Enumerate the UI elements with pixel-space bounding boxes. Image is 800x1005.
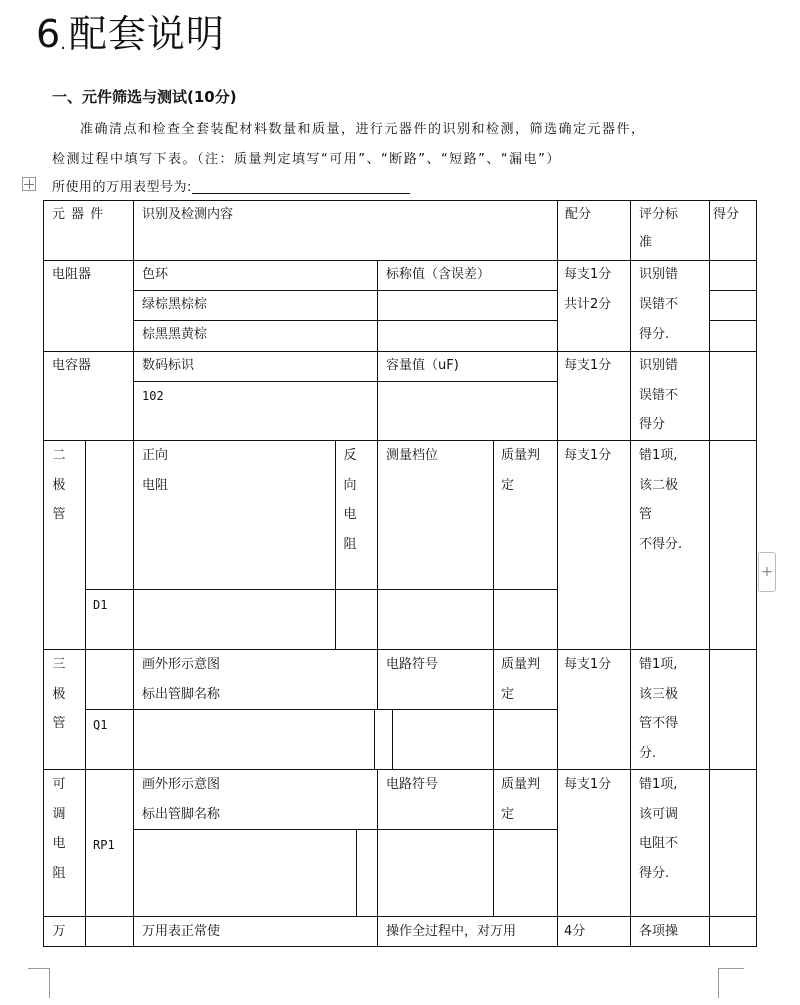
capacitor-criteria-3: 得分 [639, 417, 666, 432]
heading-text: 配套说明 [68, 12, 225, 56]
diode-criteria-3: 管 [639, 507, 653, 522]
intro-line-2: 检测过程中填写下表。（注：质量判定填写“可用”、“断路”、“短路”、“漏电”） [52, 152, 561, 167]
meter-row-name: 万 [52, 924, 66, 939]
transistor-symbol: 电路符号 [386, 657, 439, 672]
add-row-button[interactable]: + [758, 552, 776, 592]
resistor-1-code: 绿棕黑棕棕 [142, 297, 208, 312]
heading-number: 6 [36, 12, 61, 56]
transistor-name-1: 三 [52, 657, 66, 672]
pot-id: RP1 [93, 838, 115, 852]
resistor-criteria-3: 得分. [639, 327, 670, 342]
diode-reverse-2: 向 [343, 478, 357, 493]
meter-row-points: 4分 [564, 924, 586, 939]
transistor-points: 每支1分 [564, 657, 612, 672]
diode-reverse-4: 阻 [343, 537, 357, 552]
resistor-color-ring: 色环 [142, 267, 169, 282]
pot-quality-1: 质量判 [501, 777, 541, 792]
pot-symbol: 电路符号 [386, 777, 439, 792]
transistor-drawing-1: 画外形示意图 [142, 657, 221, 672]
pot-name-4: 阻 [52, 866, 66, 881]
resistor-criteria-2: 误错不 [639, 297, 679, 312]
meter-row-criteria: 各项操 [639, 924, 679, 939]
transistor-name-2: 极 [52, 687, 66, 702]
diode-forward-2: 电阻 [142, 478, 169, 493]
pot-drawing-2: 标出管脚名称 [142, 807, 221, 822]
page-corner-mark-left [28, 968, 50, 998]
diode-name-1: 二 [52, 448, 66, 463]
capacitor-name: 电容器 [52, 358, 92, 373]
heading-dot: . [60, 33, 67, 54]
resistor-2-code: 棕黑黑黄棕 [142, 327, 208, 342]
capacitor-criteria-2: 误错不 [639, 388, 679, 403]
diode-quality-2: 定 [501, 478, 515, 493]
header-component: 元 器 件 [52, 207, 105, 222]
meter-model-label: 所使用的万用表型号为: [52, 180, 192, 195]
pot-criteria-3: 电阻不 [639, 836, 679, 851]
intro-line-1: 准确清点和检查全套装配材料数量和质量，进行元器件的识别和检测，筛选确定元器件， [80, 122, 646, 137]
diode-range: 测量档位 [386, 448, 439, 463]
header-score: 得分 [713, 207, 740, 222]
pot-name-2: 调 [52, 807, 66, 822]
transistor-criteria-4: 分. [639, 746, 657, 761]
transistor-criteria-2: 该三极 [639, 687, 679, 702]
diode-reverse-3: 电 [343, 507, 357, 522]
diode-id: D1 [93, 598, 108, 612]
capacitor-points: 每支1分 [564, 358, 612, 373]
pot-points: 每支1分 [564, 777, 612, 792]
header-content: 识别及检测内容 [142, 207, 234, 222]
resistor-nominal: 标称值（含误差） [386, 267, 491, 282]
header-criteria-1: 评分标 [639, 207, 679, 222]
diode-points: 每支1分 [564, 448, 612, 463]
meter-row-use: 万用表正常使 [142, 924, 221, 939]
diode-criteria-2: 该二极 [639, 478, 679, 493]
resistor-points-1: 每支1分 [564, 267, 612, 282]
transistor-drawing-2: 标出管脚名称 [142, 687, 221, 702]
diode-quality-1: 质量判 [501, 448, 541, 463]
transistor-id: Q1 [93, 718, 108, 732]
meter-row-operation: 操作全过程中，对万用 [386, 924, 517, 939]
header-points: 配分 [565, 207, 592, 222]
header-criteria-2: 准 [639, 235, 653, 250]
resistor-name: 电阻器 [52, 267, 92, 282]
capacitor-criteria-1: 识别错 [639, 358, 679, 373]
diode-criteria-1: 错1项, [639, 448, 678, 463]
capacitor-code: 102 [142, 389, 164, 403]
resistor-criteria-1: 识别错 [639, 267, 679, 282]
diode-forward-1: 正向 [142, 448, 169, 463]
transistor-quality-2: 定 [501, 687, 515, 702]
capacitor-code-label: 数码标识 [142, 358, 195, 373]
transistor-criteria-3: 管不得 [639, 716, 679, 731]
transistor-criteria-1: 错1项, [639, 657, 678, 672]
capacitor-capacity: 容量值（uF) [386, 358, 459, 373]
diode-criteria-4: 不得分. [639, 537, 683, 552]
diode-name-2: 极 [52, 478, 66, 493]
transistor-name-3: 管 [52, 716, 66, 731]
pot-criteria-1: 错1项, [639, 777, 678, 792]
pot-criteria-4: 得分. [639, 866, 670, 881]
diode-name-3: 管 [52, 507, 66, 522]
pot-criteria-2: 该可调 [639, 807, 679, 822]
pot-name-1: 可 [52, 777, 66, 792]
pot-drawing-1: 画外形示意图 [142, 777, 221, 792]
transistor-quality-1: 质量判 [501, 657, 541, 672]
resistor-points-2: 共计2分 [564, 297, 612, 312]
pot-name-3: 电 [52, 836, 66, 851]
section-title: 一、元件筛选与测试(10分) [52, 88, 237, 106]
diode-reverse-1: 反 [343, 448, 357, 463]
pot-quality-2: 定 [501, 807, 515, 822]
page-corner-mark-right [718, 968, 744, 998]
